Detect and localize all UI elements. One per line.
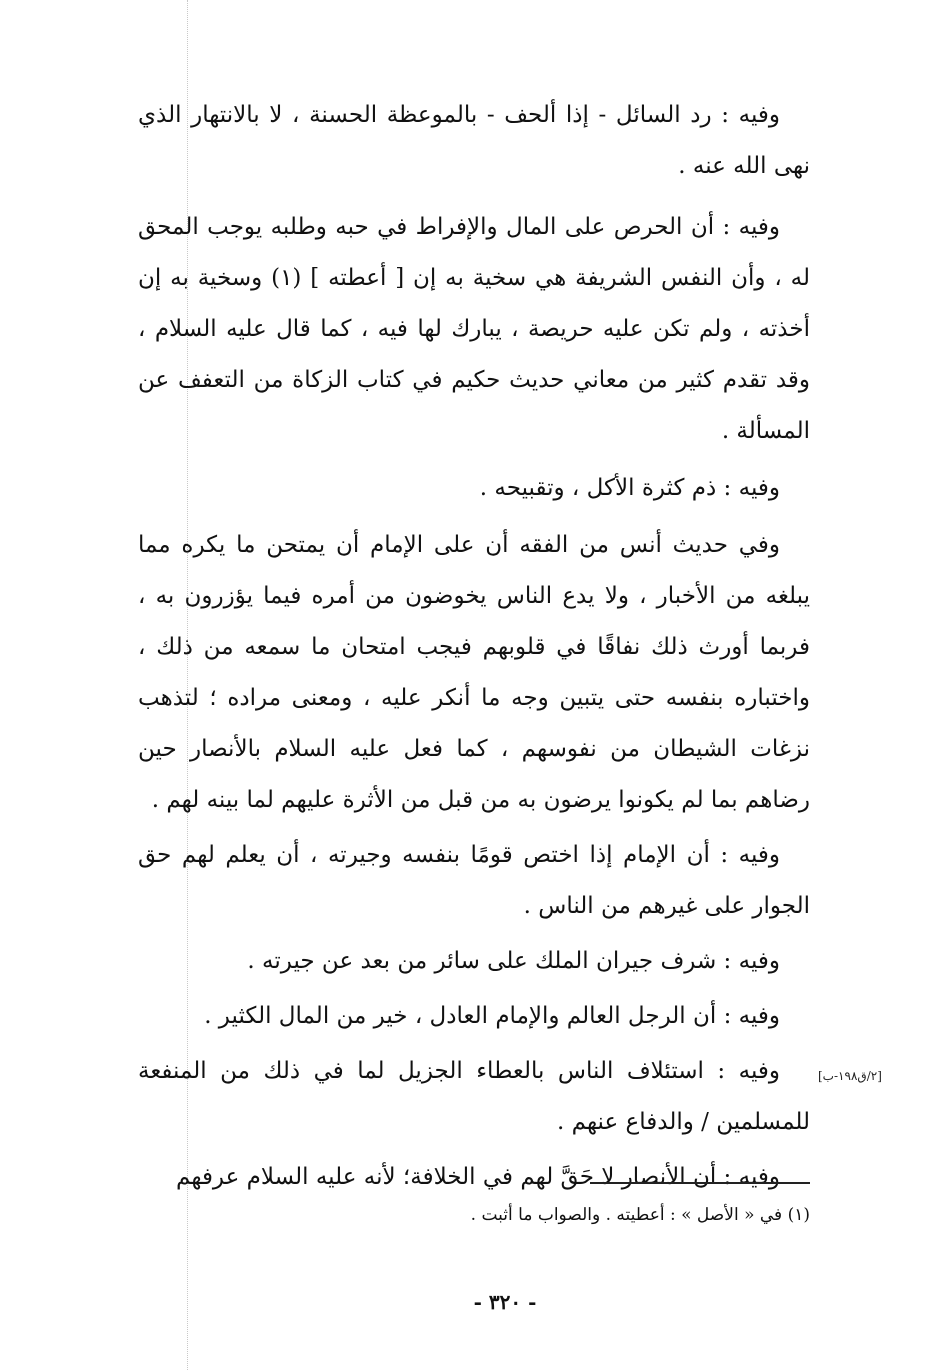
paragraph-2: وفيه : أن الحرص على المال والإفراط في حبه وطلبه يوجب المحق له ، وأن النفس الشريفة هي سخية به إن [ أعطته ] (١) وسخية به إن أخذته ، ولم تكن عليه حريصة ، يبارك لها فيه ، كما قال عليه السلام ، وقد تقدم كثير من معاني حديث حكيم في كتاب الزكاة من التعفف عن المسألة . <box>138 214 810 444</box>
main-text <box>138 90 810 1203</box>
manuscript-margin-note: [٢/ق١٩٨-ب] <box>818 1069 882 1083</box>
paragraph-6: وفيه : شرف جيران الملك على سائر من بعد عن جيرته . <box>247 948 780 974</box>
paragraph-3: وفيه : ذم كثرة الأكل ، وتقبيحه . <box>479 475 780 501</box>
page-number: - ٣٢٠ - <box>473 1290 537 1314</box>
footnote: (١) في « الأصل » : أعطيته . والصواب ما أثبت . <box>470 1205 810 1225</box>
paragraph-5: وفيه : أن الإمام إذا اختص قومًا بنفسه وجيرته ، أن يعلم لهم حق الجوار على غيرهم من الناس . <box>138 842 810 919</box>
paragraph-9: وفيه : أن الأنصار لا حَقَّ لهم في الخلافة؛ لأنه عليه السلام عرفهم <box>176 1164 780 1190</box>
paragraph-8: وفيه : استئلاف الناس بالعطاء الجزيل لما في ذلك من المنفعة للمسلمين / والدفاع عنهم . <box>138 1058 810 1135</box>
footnote-divider <box>590 1182 810 1184</box>
paragraph-7: وفيه : أن الرجل العالم والإمام العادل ، خير من المال الكثير . <box>204 1003 780 1029</box>
paragraph-1: وفيه : رد السائل - إذا ألحف - بالموعظة الحسنة ، لا بالانتهار الذي نهى الله عنه . <box>138 102 810 179</box>
paragraph-4: وفي حديث أنس من الفقه أن على الإمام أن يمتحن ما يكره مما يبلغه من الأخبار ، ولا يدع الناس يخوضون من أمره فيما يؤزرون به ، فربما أورث ذلك نفاقًا في قلوبهم فيجب امتحان ما سمعه من ذلك ، واختباره بنفسه حتى يتبين وجه ما أنكر عليه ، ومعنى مراده ؛ لتذهب نزغات الشيطان من نفوسهم ، كما فعل عليه السلام بالأنصار حين رضاهم بما لم يكونوا يرضون به من قبل من الأثرة عليهم لما بينه لهم . <box>138 532 810 813</box>
